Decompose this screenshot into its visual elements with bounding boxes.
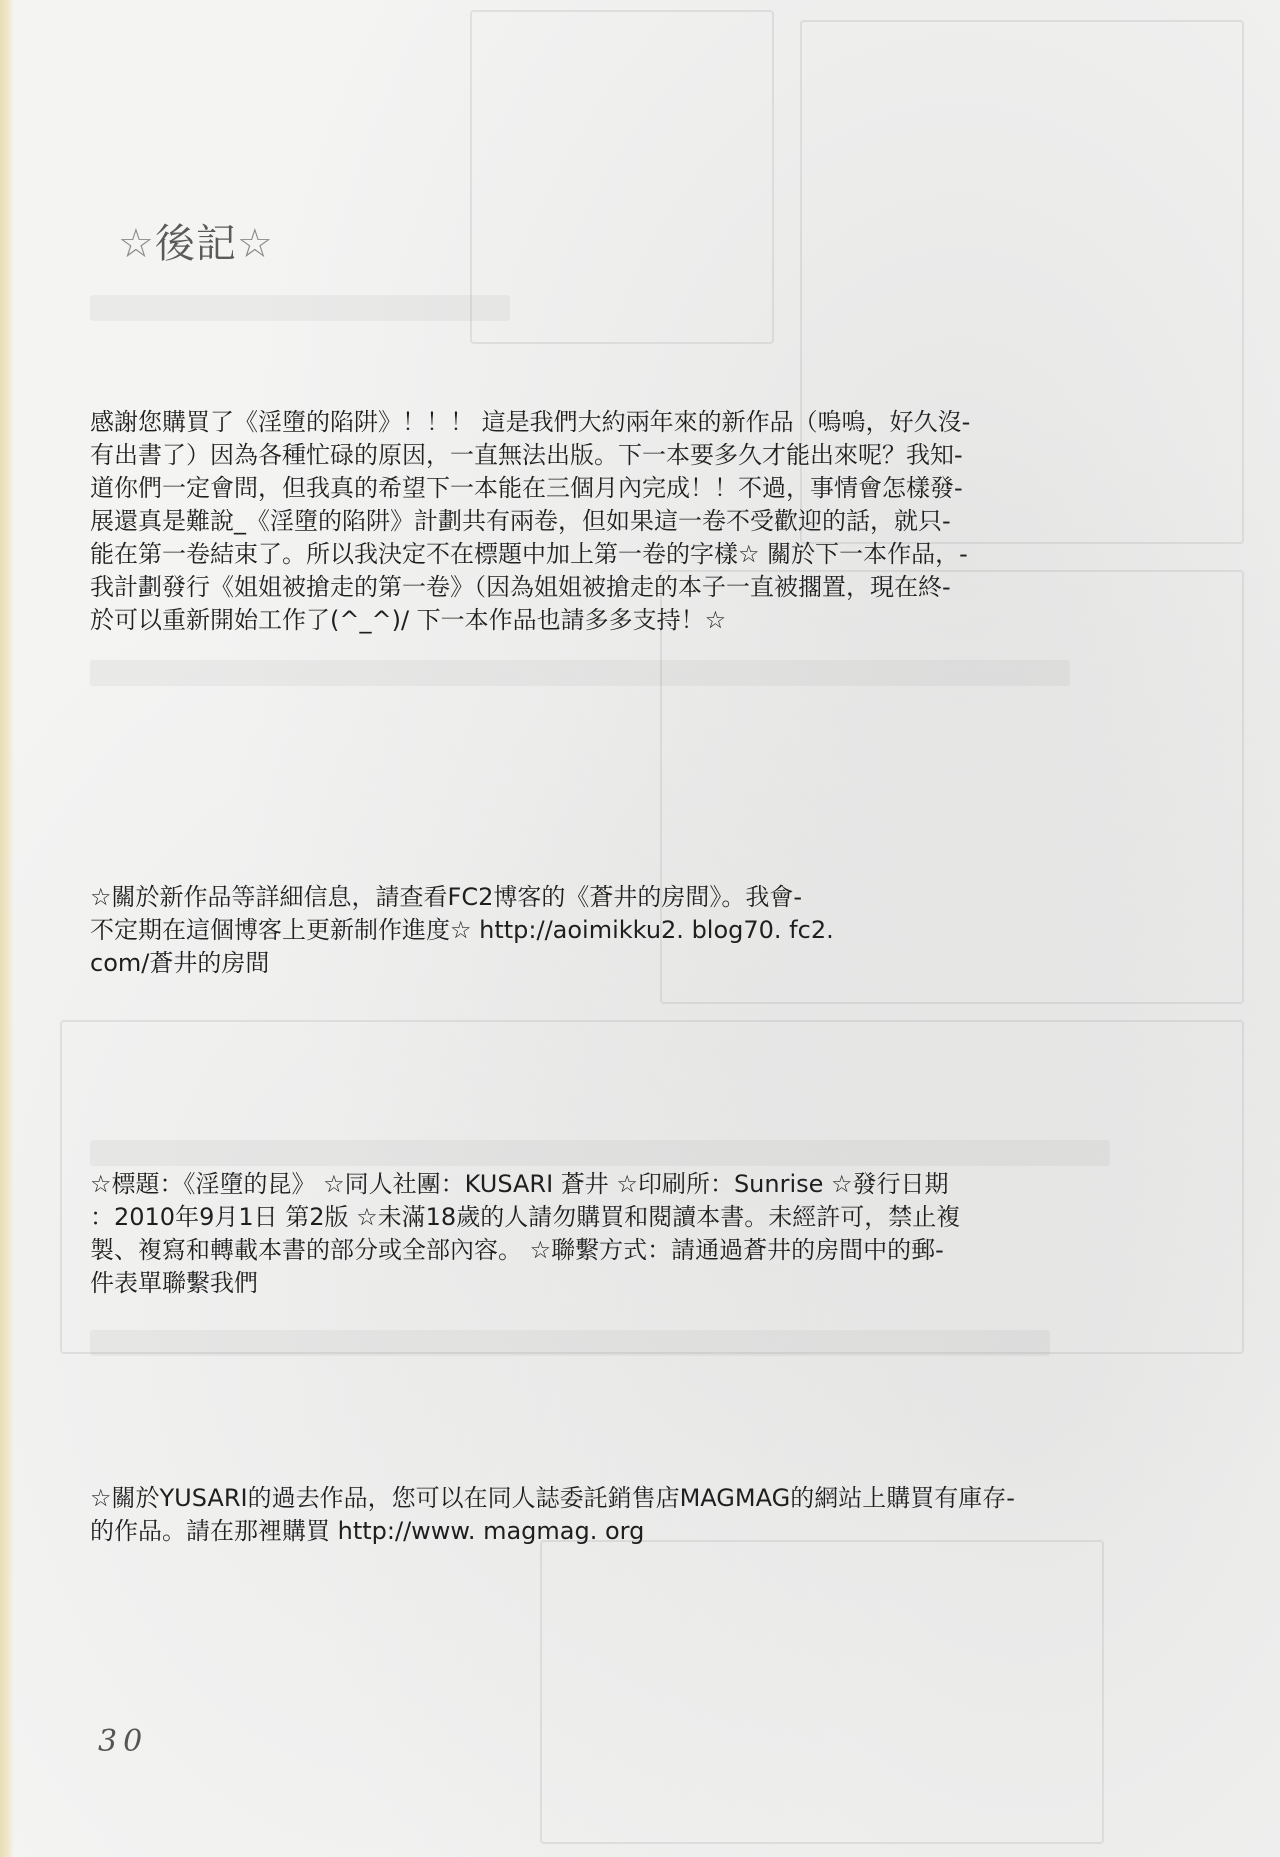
text-line: 的作品。請在那裡購買 http://www. magmag. org [90, 1517, 645, 1545]
page-title [118, 212, 274, 269]
colophon-paragraph [90, 1168, 1110, 1300]
text-line: 有出書了）因為各種忙碌的原因，一直無法出版。下一本要多久才能出來呢？我知- [90, 441, 963, 469]
star-icon: ☆ [236, 221, 274, 267]
page-title-text: 後記 [154, 221, 237, 267]
text-line: 感謝您購買了《淫墮的陷阱》！！！ 這是我們大約兩年來的新作品（嗚嗚，好久沒- [90, 408, 971, 436]
background-text-bar [90, 295, 510, 321]
page-number: 30 [98, 1724, 149, 1759]
afterword-paragraph [90, 406, 1150, 637]
past-works-paragraph [90, 1482, 1170, 1548]
text-line: 製、複寫和轉載本書的部分或全部內容。 ☆聯繫方式：請通過蒼井的房間中的郵- [90, 1236, 944, 1264]
background-text-bar [90, 1330, 1050, 1356]
text-line: com/蒼井的房間 [90, 949, 270, 977]
text-line: ☆標題：《淫墮的昆》 ☆同人社團：KUSARI 蒼井 ☆印刷所：Sunrise ☆發行日期 [90, 1170, 949, 1198]
text-line: 展還真是難說_《淫墮的陷阱》計劃共有兩卷，但如果這一卷不受歡迎的話，就只- [90, 507, 951, 535]
paper-edge [0, 0, 14, 1857]
text-line: ：2010年9月1日 第2版 ☆未滿18歲的人請勿購買和閱讀本書。未經許可，禁止複 [90, 1203, 961, 1231]
text-line: 道你們一定會問，但我真的希望下一本能在三個月內完成！！不過，事情會怎樣發- [90, 474, 963, 502]
text-line: 於可以重新開始工作了(^_^)/ 下一本作品也請多多支持！☆ [90, 606, 727, 634]
blog-info-paragraph [90, 881, 1050, 980]
text-line: 能在第一卷結束了。所以我決定不在標題中加上第一卷的字樣☆ 關於下一本作品，- [90, 540, 968, 568]
background-text-bar [90, 1140, 1110, 1166]
background-panel [540, 1540, 1104, 1844]
text-line: 我計劃發行《姐姐被搶走的第一卷》（因為姐姐被搶走的本子一直被擱置，現在終- [90, 573, 951, 601]
text-line: 件表單聯繫我們 [90, 1269, 258, 1297]
text-line: ☆關於新作品等詳細信息，請查看FC2博客的《蒼井的房間》。我會- [90, 883, 803, 911]
text-line: ☆關於YUSARI的過去作品，您可以在同人誌委託銷售店MAGMAG的網站上購買有庫存- [90, 1484, 1015, 1512]
background-text-bar [90, 660, 1070, 686]
star-icon: ☆ [118, 221, 155, 267]
background-panel [470, 10, 774, 344]
text-line: 不定期在這個博客上更新制作進度☆ http://aoimikku2. blog70. fc2. [90, 916, 834, 944]
